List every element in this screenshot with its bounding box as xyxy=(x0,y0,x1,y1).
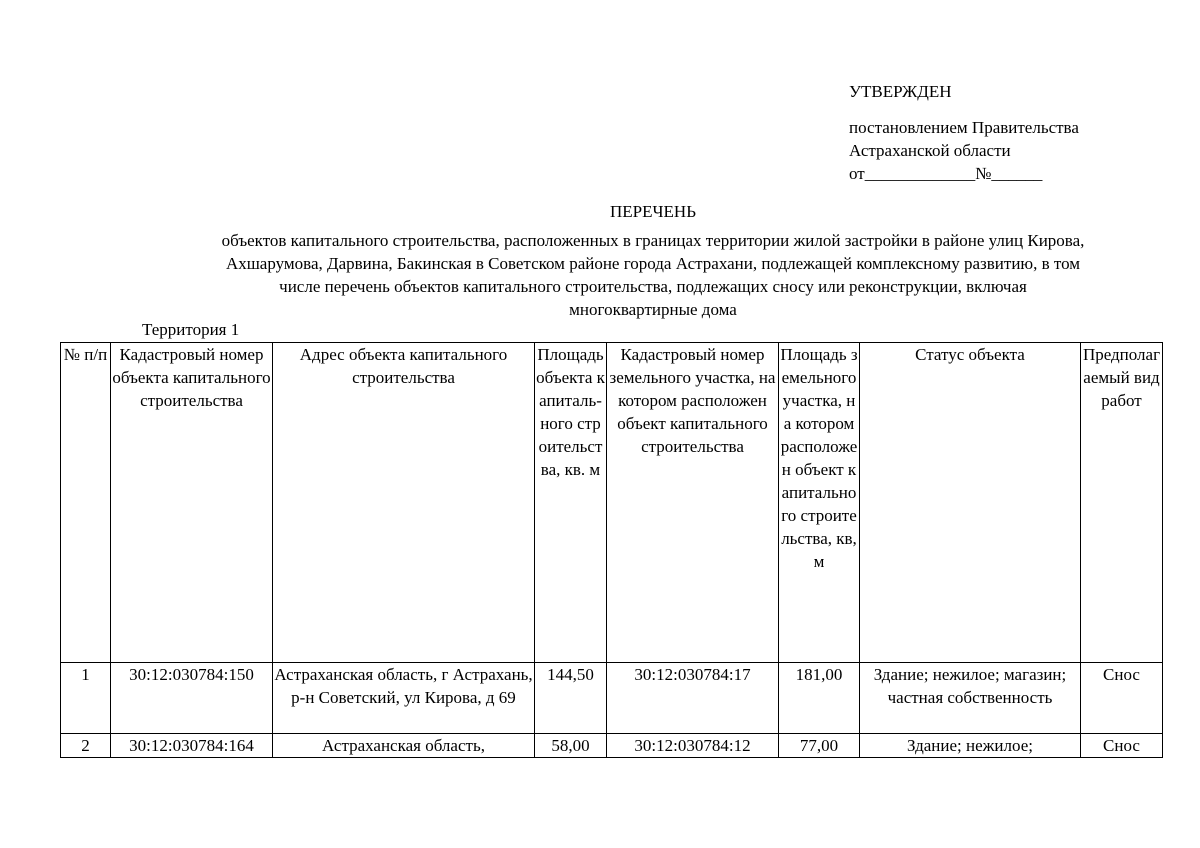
objects-table xyxy=(60,342,1163,758)
document-title: ПЕРЕЧЕНЬ xyxy=(610,202,696,221)
subtitle-line: Ахшарумова, Дарвина, Бакинская в Советском районе города Астрахани, подлежащей комплексному развитию, в том xyxy=(225,254,1081,273)
document-subtitle xyxy=(120,229,1186,321)
subtitle-line: объектов капитального строительства, расположенных в границах территории жилой застройки в районе улиц Кирова, xyxy=(221,231,1085,250)
cell-address: Астраханская область, г Астрахань, р-н Советский, ул Кирова, д 69 xyxy=(273,663,535,734)
approval-line-3: от_____________№______ xyxy=(849,164,1043,183)
col-header-cadastral: Кадастровый номер объекта капитального строительства xyxy=(111,343,273,663)
cell-num: 1 xyxy=(61,663,111,734)
cell-area: 58,00 xyxy=(535,734,607,758)
approval-line-1: постановлением Правительства xyxy=(849,118,1079,137)
cell-address: Астраханская область, xyxy=(273,734,535,758)
cell-work: Снос xyxy=(1081,734,1163,758)
cell-status: Здание; нежилое; xyxy=(860,734,1081,758)
col-header-work: Предполагаемый вид работ xyxy=(1081,343,1163,663)
col-header-land-area: Площадь земельного участка, на котором расположен объект капитального строительства, кв, м xyxy=(779,343,860,663)
cell-num: 2 xyxy=(61,734,111,758)
cell-land-cadastral: 30:12:030784:17 xyxy=(607,663,779,734)
cell-work: Снос xyxy=(1081,663,1163,734)
territory-label: Территория 1 xyxy=(142,320,240,339)
approval-block xyxy=(849,80,1079,185)
cell-cadastral: 30:12:030784:150 xyxy=(111,663,273,734)
subtitle-line: многоквартирные дома xyxy=(569,300,737,319)
subtitle-line: числе перечень объектов капитального строительства, подлежащих сносу или реконструкции, включая xyxy=(279,277,1027,296)
col-header-address: Адрес объекта капитального строительства xyxy=(273,343,535,663)
table-row xyxy=(61,734,1163,758)
cell-area: 144,50 xyxy=(535,663,607,734)
col-header-status: Статус объекта xyxy=(860,343,1081,663)
cell-land-area: 77,00 xyxy=(779,734,860,758)
approval-title: УТВЕРЖДЕН xyxy=(849,82,952,101)
col-header-area: Площадь объекта капиталь-ного строительства, кв. м xyxy=(535,343,607,663)
cell-land-area: 181,00 xyxy=(779,663,860,734)
col-header-num: № п/п xyxy=(61,343,111,663)
col-header-land-cadastral: Кадастровый номер земельного участка, на котором расположен объект капитального строительства xyxy=(607,343,779,663)
cell-cadastral: 30:12:030784:164 xyxy=(111,734,273,758)
cell-status: Здание; нежилое; магазин; частная собственность xyxy=(860,663,1081,734)
cell-land-cadastral: 30:12:030784:12 xyxy=(607,734,779,758)
table-header-row xyxy=(61,343,1163,663)
approval-line-2: Астраханской области xyxy=(849,141,1011,160)
table-row xyxy=(61,663,1163,734)
